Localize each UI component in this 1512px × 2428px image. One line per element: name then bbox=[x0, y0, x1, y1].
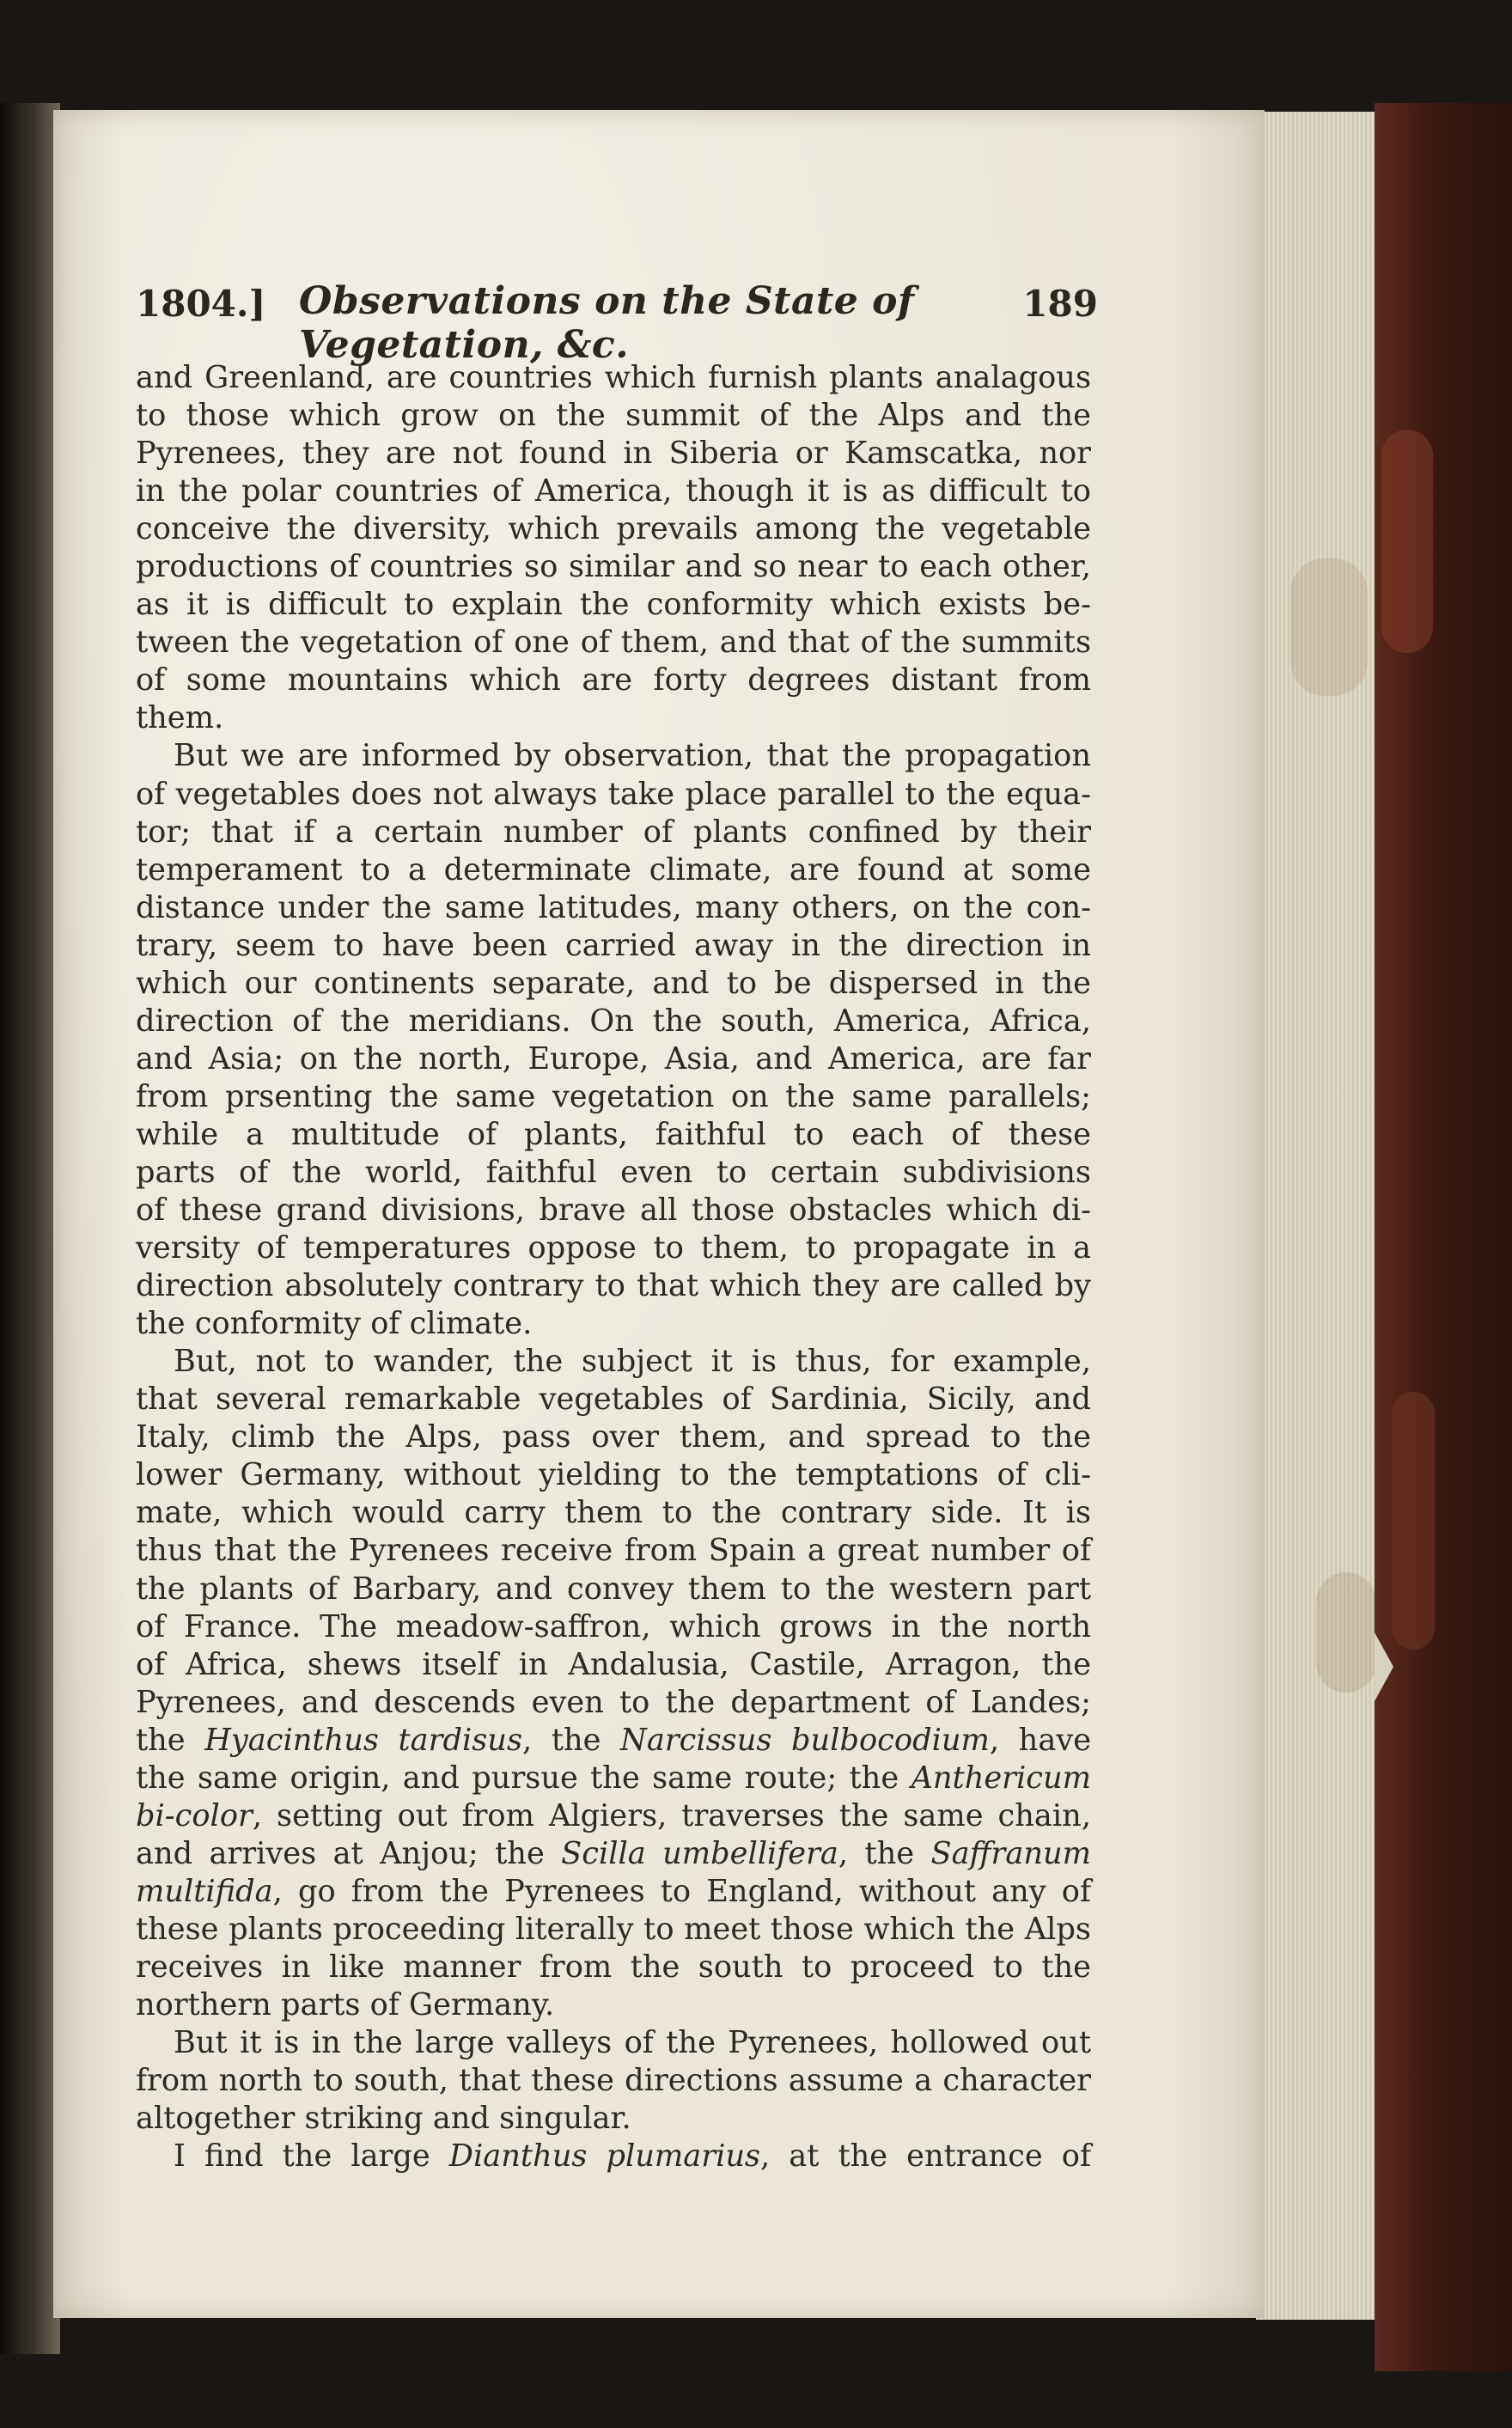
header-title: Observations on the State of Vegetation, &c. bbox=[299, 279, 915, 367]
text-run: of France. The meadow-saffron, which grows in the north bbox=[136, 1608, 1091, 1644]
text-line bbox=[136, 776, 1091, 814]
text-run: productions of countries so similar and so near to each other, bbox=[136, 549, 1091, 585]
italic-text: Scilla umbellifera bbox=[561, 1835, 838, 1871]
text-line bbox=[136, 1343, 1091, 1381]
text-run: versity of temperatures oppose to them, to propagate in a bbox=[136, 1230, 1091, 1266]
text-line bbox=[136, 1040, 1091, 1078]
text-run: of Africa, shews itself in Andalusia, Castile, Arragon, the bbox=[136, 1646, 1091, 1682]
text-line bbox=[136, 1267, 1091, 1305]
book-gutter-left bbox=[0, 103, 60, 2354]
page-fore-edge bbox=[1256, 112, 1381, 2320]
text-line bbox=[136, 1381, 1091, 1418]
text-line bbox=[136, 1911, 1091, 1949]
text-run: , setting out from Algiers, traverses the same chain, bbox=[252, 1797, 1091, 1833]
italic-text: Dianthus plumarius bbox=[448, 2138, 761, 2175]
text-run: Pyrenees, they are not found in Siberia or Kamscatka, nor bbox=[136, 436, 1091, 472]
text-run: Pyrenees, and descends even to the department of Landes; bbox=[136, 1684, 1091, 1720]
page-body-text bbox=[136, 359, 1091, 2175]
text-run: that several remarkable vegetables of Sardinia, Sicily, and bbox=[136, 1382, 1091, 1418]
text-line bbox=[136, 1003, 1091, 1040]
italic-text: Hyacinthus tardisus bbox=[204, 1722, 523, 1758]
italic-text: Saffranum bbox=[930, 1835, 1092, 1871]
text-run: northern parts of Germany. bbox=[136, 1987, 555, 2023]
text-run: while a multitude of plants, faithful to each of these bbox=[136, 1116, 1091, 1152]
page-number: 189 bbox=[1022, 283, 1098, 325]
text-run: mate, which would carry them to the contrary side. It is bbox=[136, 1495, 1091, 1531]
text-line bbox=[136, 1154, 1091, 1192]
italic-text: Anthericum bbox=[911, 1760, 1091, 1796]
text-run: tor; that if a certain number of plants confined by their bbox=[136, 814, 1091, 850]
text-run: , go from the Pyrenees to England, without any of bbox=[272, 1873, 1091, 1909]
text-run: tween the vegetation of one of them, and that of the summits bbox=[136, 625, 1091, 661]
text-line bbox=[136, 927, 1091, 965]
text-run: thus that the Pyrenees receive from Spain a great number of bbox=[136, 1533, 1091, 1569]
text-run: the bbox=[136, 1722, 205, 1758]
text-line bbox=[136, 1418, 1091, 1456]
text-run: as it is difficult to explain the conformity which exists be- bbox=[136, 587, 1091, 623]
text-line bbox=[136, 1571, 1091, 1608]
text-run: lower Germany, without yielding to the temptations of cli- bbox=[136, 1457, 1091, 1493]
text-run: , at the entrance of bbox=[760, 2138, 1091, 2175]
text-line bbox=[136, 1949, 1091, 1986]
edge-stain bbox=[1290, 558, 1368, 696]
text-line bbox=[136, 1229, 1091, 1267]
text-line bbox=[136, 1532, 1091, 1570]
text-run: altogether striking and singular. bbox=[136, 2101, 631, 2137]
text-line bbox=[136, 1684, 1091, 1722]
text-line bbox=[136, 1986, 1091, 2024]
text-run: the same origin, and pursue the same route; the bbox=[136, 1760, 911, 1796]
text-run: direction absolutely contrary to that which they are called by bbox=[136, 1268, 1091, 1304]
cover-marbling bbox=[1392, 1392, 1435, 1650]
text-line bbox=[136, 1608, 1091, 1646]
text-run: and arrives at Anjou; the bbox=[136, 1835, 562, 1871]
text-run: trary, seem to have been carried away in the direction in bbox=[136, 927, 1091, 963]
text-run: from prsenting the same vegetation on the same parallels; bbox=[136, 1078, 1091, 1114]
text-run: these plants proceeding literally to meet those which the Alps bbox=[136, 1911, 1091, 1947]
text-run: , have bbox=[989, 1722, 1092, 1758]
text-line bbox=[136, 435, 1091, 473]
text-run: receives in like manner from the south to proceed to the bbox=[136, 1949, 1091, 1985]
text-line bbox=[136, 965, 1091, 1003]
header-year: 1804.] bbox=[136, 283, 266, 325]
text-line bbox=[136, 1646, 1091, 1684]
text-line bbox=[136, 1797, 1091, 1835]
text-line bbox=[136, 548, 1091, 586]
running-header bbox=[136, 279, 1098, 367]
text-run: the plants of Barbary, and convey them to the western part bbox=[136, 1571, 1091, 1607]
text-line bbox=[136, 662, 1091, 699]
text-line bbox=[136, 1116, 1091, 1154]
text-line bbox=[136, 2138, 1091, 2175]
text-run: from north to south, that these directions assume a character bbox=[136, 2063, 1091, 2099]
text-line bbox=[136, 2062, 1091, 2100]
text-line bbox=[136, 586, 1091, 624]
text-line bbox=[136, 1305, 1091, 1343]
text-run: in the polar countries of America, though it is as difficult to bbox=[136, 473, 1091, 509]
text-line bbox=[136, 737, 1091, 775]
text-run: But we are informed by observation, that the propagation bbox=[174, 738, 1091, 774]
text-line bbox=[136, 359, 1091, 397]
text-run: direction of the meridians. On the south, America, Africa, bbox=[136, 1003, 1091, 1039]
text-run: parts of the world, faithful even to certain subdivisions bbox=[136, 1154, 1091, 1190]
text-run: conceive the diversity, which prevails among the vegetable bbox=[136, 511, 1091, 547]
italic-text: multifida bbox=[136, 1873, 273, 1909]
text-line bbox=[136, 1760, 1091, 1797]
text-line bbox=[136, 1456, 1091, 1494]
text-run: of these grand divisions, brave all those obstacles which di- bbox=[136, 1193, 1091, 1229]
text-run: of vegetables does not always take place parallel to the equa- bbox=[136, 776, 1091, 812]
text-line bbox=[136, 510, 1091, 548]
book-cover-edge bbox=[1375, 103, 1512, 2371]
text-run: distance under the same latitudes, many others, on the con- bbox=[136, 889, 1091, 925]
text-line bbox=[136, 624, 1091, 662]
text-line bbox=[136, 1078, 1091, 1116]
text-run: the conformity of climate. bbox=[136, 1306, 533, 1342]
italic-text: Narcissus bulbocodium bbox=[620, 1722, 990, 1758]
text-run: , the bbox=[522, 1722, 621, 1758]
text-run: and Asia; on the north, Europe, Asia, and America, are far bbox=[136, 1040, 1091, 1077]
text-run: But it is in the large valleys of the Pyrenees, hollowed out bbox=[174, 2025, 1091, 2061]
text-line bbox=[136, 1722, 1091, 1760]
text-run: them. bbox=[136, 700, 224, 736]
cover-marbling bbox=[1381, 430, 1433, 653]
text-line bbox=[136, 1192, 1091, 1229]
text-line bbox=[136, 397, 1091, 435]
italic-text: bi-color bbox=[136, 1797, 253, 1833]
text-run: temperament to a determinate climate, are found at some bbox=[136, 851, 1091, 888]
text-line bbox=[136, 1873, 1091, 1911]
cover-notch bbox=[1375, 1632, 1393, 1701]
text-line bbox=[136, 889, 1091, 927]
text-run: Italy, climb the Alps, pass over them, and spread to the bbox=[136, 1419, 1091, 1455]
text-line bbox=[136, 2100, 1091, 2138]
text-run: which our continents separate, and to be dispersed in the bbox=[136, 965, 1091, 1001]
text-run: of some mountains which are forty degrees distant from bbox=[136, 662, 1091, 699]
text-line bbox=[136, 1835, 1091, 1873]
edge-stain bbox=[1316, 1572, 1376, 1693]
text-line bbox=[136, 851, 1091, 889]
text-line bbox=[136, 814, 1091, 851]
text-line bbox=[136, 473, 1091, 510]
text-run: and Greenland, are countries which furnish plants analagous bbox=[136, 360, 1091, 395]
text-run: to those which grow on the summit of the Alps and the bbox=[136, 398, 1091, 434]
text-run: But, not to wander, the subject it is thus, for example, bbox=[174, 1344, 1091, 1380]
text-line bbox=[136, 699, 1091, 737]
text-run: I find the large bbox=[174, 2138, 449, 2175]
text-line bbox=[136, 2024, 1091, 2062]
text-run: , the bbox=[838, 1835, 931, 1871]
text-line bbox=[136, 1494, 1091, 1532]
